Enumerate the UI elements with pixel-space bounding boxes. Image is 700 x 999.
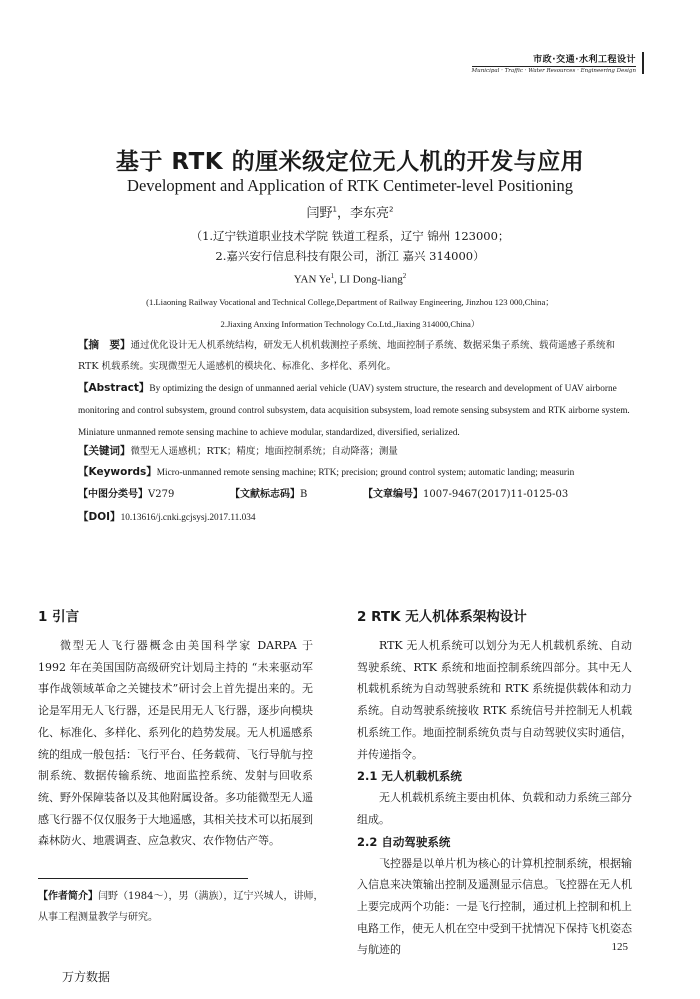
author-footnote [38, 886, 328, 928]
paper-title-cn: 基于 RTK 的厘米级定位无人机的开发与应用 [115, 149, 585, 175]
footnote-divider [38, 878, 248, 879]
affiliation-en-1: (1.Liaoning Railway Vocational and Technical College,Department of Railway Engineering, Jinzhou 123 000,China； [146, 297, 554, 307]
abstract-en-label: 【Abstract】 [78, 382, 150, 394]
journal-name-en: Municipal · Traffic · Water Resources · Engineering Design [471, 68, 636, 74]
doi-link[interactable]: 10.13616/j.cnki.gcjsysj.2017.11.034 [120, 513, 256, 523]
abstract-en-text: By optimizing the design of unmanned aerial vehicle (UAV) system structure, the research and development of UAV airborne monitoring and control subsystem, ground control subsystem, data acquisition subsystem, load remote sensing subsystem and RTK airborne system. Miniature unmanned remote sensing machine to achieve modular, standardized, diversified, serialized. [78, 384, 630, 438]
keywords-en-text: Micro-unmanned remote sensing machine; RTK; precision; ground control system; automatic landing; measurin [156, 468, 575, 478]
affiliation-en-2: 2.Jiaxing Anxing Information Technology Co.Ltd.,Jiaxing 314000,China） [220, 319, 480, 329]
paper-title-en: Development and Application of RTK Centimeter-level Positioning [127, 176, 573, 195]
journal-name-cn: 市政·交通·水利工程设计 [533, 55, 636, 65]
document-code: 【文献标志码】B [230, 489, 308, 500]
section-2-2-heading: 2.2 自动驾驶系统 [357, 834, 451, 849]
watermark: 万方数据 [62, 970, 111, 984]
footnote-label: 【作者简介】 [38, 891, 98, 902]
doi-label: 【DOI】 [78, 511, 121, 523]
abstract-cn-label: 【摘 要】 [78, 339, 131, 351]
clc-code: 【中图分类号】V279 [78, 489, 175, 500]
authors-en: YAN Ye$^1$, LI Dong-liang$^2$ [293, 272, 407, 286]
abstract-en [78, 378, 633, 444]
doi [78, 507, 633, 529]
affiliation-cn-2: 2.嘉兴安行信息科技有限公司，浙江 嘉兴 314000） [215, 249, 485, 263]
keywords-cn-label: 【关键词】 [78, 445, 131, 457]
abstract-cn [78, 335, 633, 377]
left-column [38, 605, 313, 852]
section-2-paragraph: RTK 无人机系统可以划分为无人机载机系统、自动驾驶系统、RTK 系统和地面控制系统四部分。其中无人机载机系统为自动驾驶系统和 RTK 系统提供载体和动力系统。自动驾驶系统接收 RTK 系统信号并控制无人机载机系统工作。地面控制系统负责与自动驾驶仪实时通信，并传递指令。 [357, 639, 632, 761]
journal-header [472, 52, 644, 74]
affiliation-cn-1: （1.辽宁铁道职业技术学院 铁道工程系，辽宁 锦州 123000； [190, 229, 510, 243]
article-number: 【文章编号】1007-9467(2017)11-0125-03 [363, 489, 569, 500]
footnote-text: 闫野（1984～），男（满族），辽宁兴城人，讲师，从事工程测量教学与研究。 [38, 891, 324, 923]
section-2-heading: 2 RTK 无人机体系架构设计 [357, 609, 527, 625]
keywords-en [78, 462, 633, 484]
section-2-1-paragraph: 无人机载机系统主要由机体、负载和动力系统三部分组成。 [357, 791, 632, 826]
abstract-cn-text: 通过优化设计无人机系统结构，研发无人机机载测控子系统、地面控制子系统、数据采集子系统、载荷遥感子系统和 RTK 机载系统。实现微型无人遥感机的模块化、标准化、多样化、系列化。 [78, 340, 616, 372]
authors-cn: 闫野$^1$，李东亮$^2$ [306, 205, 394, 221]
keywords-cn [78, 441, 633, 462]
section-1-heading: 1 引言 [38, 609, 80, 625]
section-2-2-paragraph: 飞控器是以单片机为核心的计算机控制系统，根据输入信息来决策输出控制及遥测显示信息。飞控器在无人机上要完成两个功能：一是飞行控制，通过机上控制和机上电路工作，使无人机在空中受到干扰情况下保持飞机姿态与航迹的 [357, 856, 632, 957]
keywords-en-label: 【Keywords】 [78, 466, 157, 478]
keywords-cn-text: 微型无人遥感机；RTK；精度；地面控制系统；自动降落；测量 [130, 446, 398, 457]
section-1-paragraph: 微型无人飞行器概念由美国科学家 DARPA 于 1992 年在美国国防高级研究计划局主持的 “未来驱动军事作战领域革命之关键技术”研讨会上首先提出来的。无论是军用无人飞行器，还是民用无人飞行器，逐步向模块化、标准化、多样化、系列化的趋势发展。无人机遥感系统的组成一般包括：飞行平台、任务载荷、飞行导航与控制系统、数据传输系统、地面监控系统、发射与回收系统、野外保障装备以及其他附属设备。多功能微型无人遥感飞行器不仅仅服务于大地遥感，其相关技术可以拓展到森林防火、地震调查、应急救灾、农作物估产等。 [38, 639, 313, 848]
right-column [357, 605, 632, 961]
page-number: 125 [611, 941, 628, 953]
section-2-1-heading: 2.1 无人机载机系统 [357, 769, 462, 784]
